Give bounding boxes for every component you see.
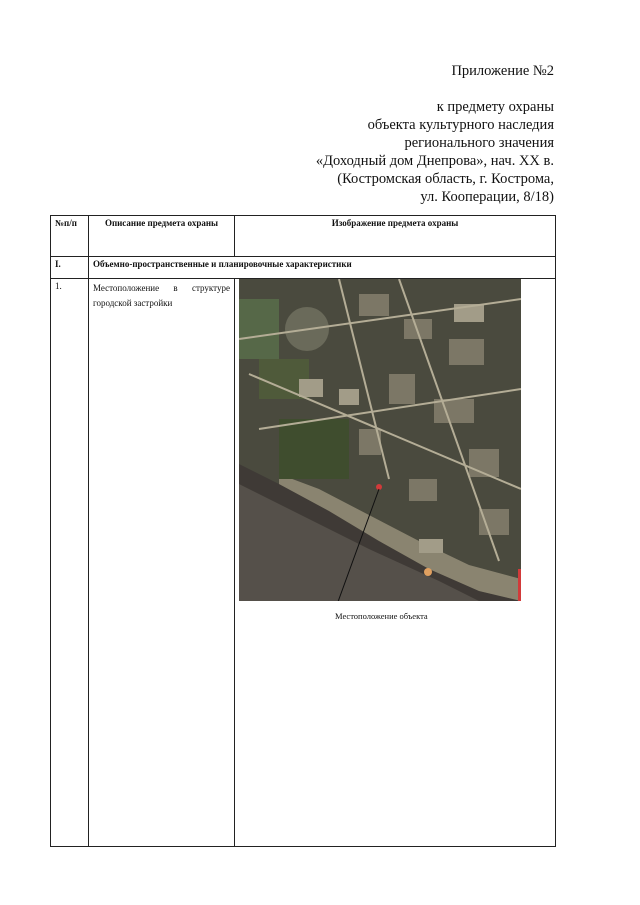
aerial-map-image (239, 279, 521, 601)
section-title: Объемно-пространственные и планировочные характеристики (89, 257, 556, 279)
protection-table (50, 215, 556, 847)
header-line: к предмету охраны (436, 99, 554, 115)
appendix-title: Приложение №2 (451, 63, 554, 79)
header-line: объекта культурного наследия (367, 117, 554, 133)
column-header-num: №п/п (51, 216, 89, 257)
column-header-image: Изображение предмета охраны (235, 216, 556, 257)
row-image-cell (235, 279, 556, 847)
section-row (51, 257, 556, 279)
row-number: 1. (51, 279, 89, 847)
location-caption: Местоположение объекта (335, 611, 428, 621)
table-header-row (51, 216, 556, 257)
appendix-header (316, 62, 554, 206)
header-line: (Костромская область, г. Кострома, (337, 171, 554, 187)
column-header-description: Описание предмета охраны (89, 216, 235, 257)
row-description: Местоположение в структуре городской застройки (89, 279, 235, 847)
section-number: I. (51, 257, 89, 279)
header-line: регионального значения (404, 135, 554, 151)
header-line: ул. Кооперации, 8/18) (420, 189, 554, 205)
table-row (51, 279, 556, 847)
header-line: «Доходный дом Днепрова», нач. XX в. (315, 153, 554, 169)
